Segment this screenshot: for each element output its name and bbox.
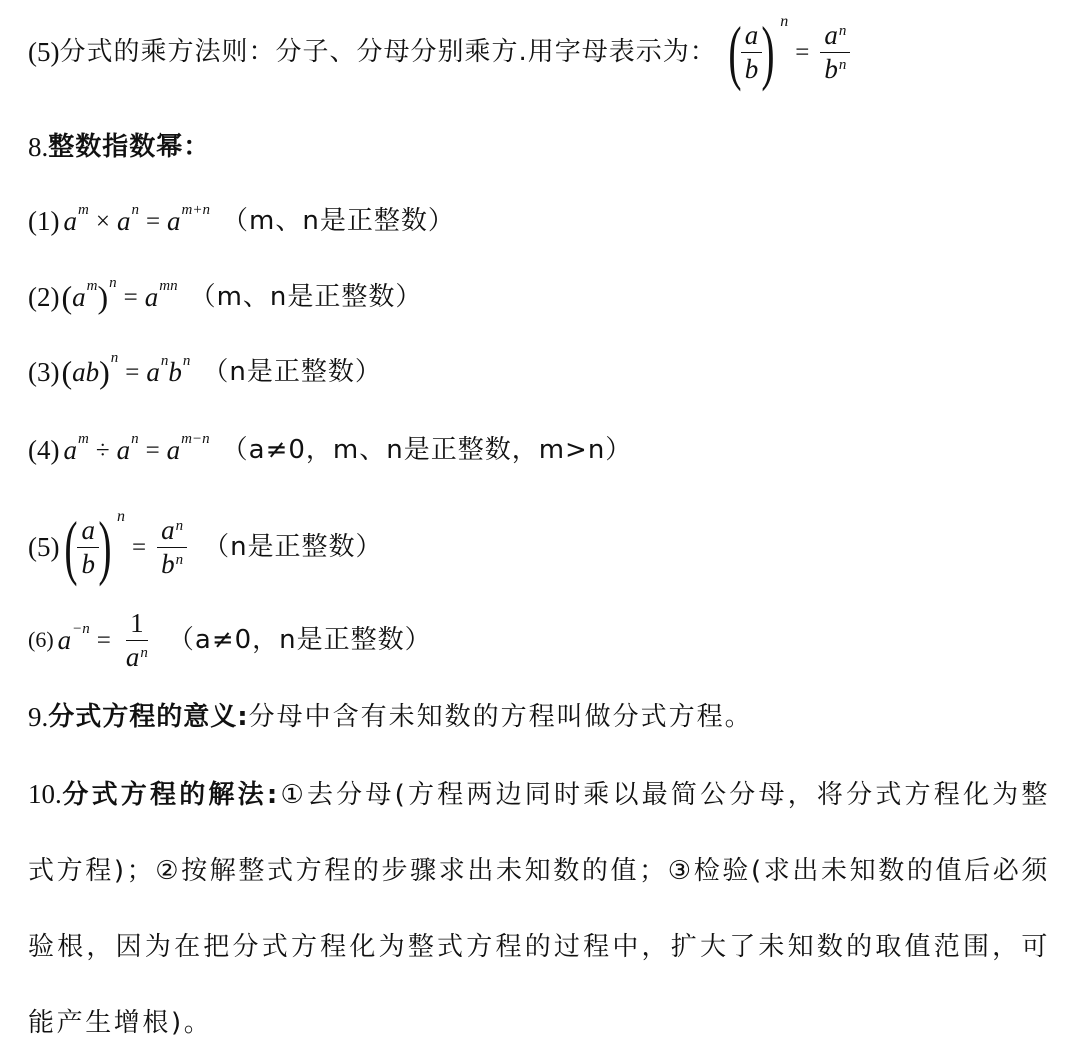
section10-number: 10.	[28, 779, 62, 809]
section9	[28, 700, 753, 734]
power-rule-3-formula: ( ab ) n = a n b n	[61, 349, 191, 390]
rule5-formula: ( $\frac{a}{b}$ ) n = $\frac{a^n}{b^n}$	[723, 16, 855, 88]
power-rule-6-condition: （a≠0，n是正整数）	[167, 625, 432, 655]
rule5-line	[28, 12, 854, 92]
power-rule-5-formula: ( $\frac{a}{b}$ ) n = $\frac{a^n}{b^n}$	[59, 511, 191, 583]
power-rule-6-label: (6)	[28, 627, 54, 652]
section10-text: ①去分母(方程两边同时乘以最简公分母，将分式方程化为整式方程)；②按解整式方程的步骤求出未知数的值；③检验(求出未知数的值后必须验根，因为在把分式方程化为整式方程的过程中，扩大了未知数的取值范围，可能产生增根)。	[28, 780, 1050, 1038]
section8-number: 8.	[28, 131, 49, 162]
power-rule-6-formula: a −n = $\frac{1}{a^n}$	[57, 608, 148, 672]
power-rule-2-label: (2)	[28, 281, 60, 312]
power-rule-3-label: (3)	[28, 356, 60, 387]
power-rule-1-formula: a m × a n = a m+n	[63, 201, 211, 236]
power-rule-1	[28, 201, 455, 238]
section10	[28, 756, 1050, 1061]
section9-title: 分式方程的意义:	[48, 702, 249, 732]
rule5-text: 分式的乘方法则：分子、分母分别乘方.用字母表示为：	[59, 37, 717, 67]
power-rule-5	[28, 505, 383, 589]
section8-heading	[28, 130, 210, 164]
power-rule-4-label: (4)	[28, 434, 60, 465]
power-rule-2-formula: ( a m ) n = a mn	[61, 274, 178, 315]
rule5-prefix: (5)	[28, 36, 60, 67]
power-rule-3-condition: （n是正整数）	[202, 357, 382, 387]
section8-title: 整数指数幂：	[48, 132, 211, 162]
power-rule-1-condition: （m、n是正整数）	[222, 206, 455, 236]
power-rule-4-formula: a m ÷ a n = a m−n	[63, 430, 210, 465]
power-rule-5-condition: （n是正整数）	[203, 532, 383, 562]
section9-number: 9.	[28, 701, 49, 732]
power-rule-1-label: (1)	[28, 205, 60, 236]
power-rule-4-condition: （a≠0，m、n是正整数，m>n）	[221, 435, 633, 465]
section9-text: 分母中含有未知数的方程叫做分式方程。	[248, 702, 753, 732]
power-rule-3	[28, 349, 382, 392]
power-rule-2	[28, 274, 423, 317]
power-rule-5-label: (5)	[28, 531, 60, 562]
power-rule-4	[28, 432, 632, 468]
section10-title: 分式方程的解法:	[61, 780, 280, 810]
power-rule-2-condition: （m、n是正整数）	[189, 282, 423, 312]
power-rule-6	[28, 602, 432, 678]
